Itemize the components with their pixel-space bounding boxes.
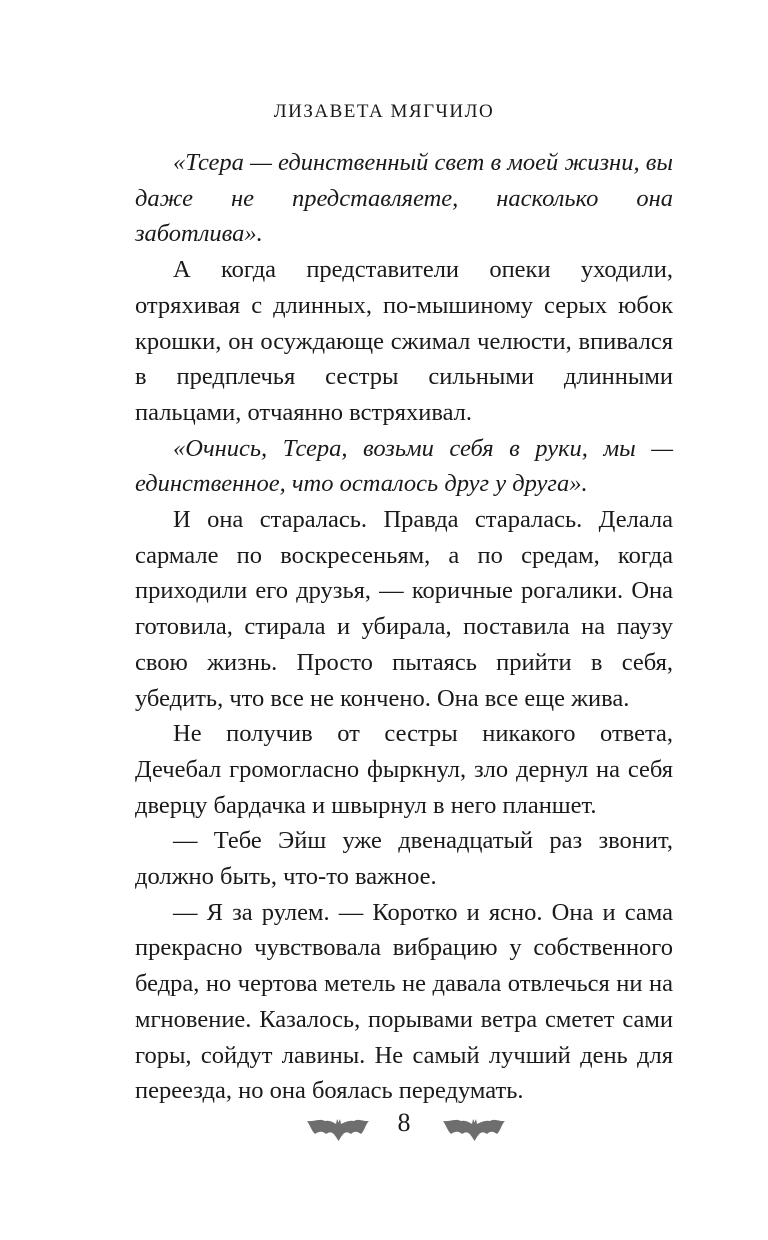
paragraph: «Очнись, Тсера, возьми себя в руки, мы — единственное, что осталось друг у друга».	[135, 434, 673, 498]
bat-icon	[306, 1112, 370, 1142]
body-text	[135, 145, 673, 1109]
paragraph: — Я за рулем. — Коротко и ясно. Она и сама прекрасно чувствовала вибрацию у собственного бедра, но чертова метель не давала отвлечься ни на мгновение. Казалось, порывами ветра сметет сами горы, сойдут лавины. Не самый лучший день для переезда, но она боялась передумать.	[135, 898, 673, 1105]
paragraph: Не получив от сестры никакого ответа, Дечебал громогласно фыркнул, зло дернул на себя дверцу бардачка и швырнул в него планшет.	[135, 720, 673, 819]
running-head: ЛИЗАВЕТА МЯГЧИЛО	[273, 101, 495, 122]
bat-icon	[442, 1112, 506, 1142]
paragraph: И она старалась. Правда старалась. Делала сармале по воскресеньям, а по средам, когда приходили его друзья, — коричные рогалики. Она готовила, стирала и убирала, поставила на паузу свою жизнь. Просто пытаясь прийти в себя, убедить, что все не кончено. Она все еще жива.	[135, 506, 673, 712]
page-number: 8	[397, 1108, 411, 1137]
paragraph: «Тсера — единственный свет в моей жизни, вы даже не представляете, насколько она заботлива».	[135, 149, 673, 248]
paragraph: А когда представители опеки уходили, отряхивая с длинных, по-мышиному серых юбок крошки, он осуждающе сжимал челюсти, впивался в предплечья сестры сильными длинными пальцами, отчаянно встряхивал.	[135, 256, 673, 426]
paragraph: — Тебе Эйш уже двенадцатый раз звонит, должно быть, что-то важное.	[135, 827, 673, 891]
page-footer	[0, 1108, 768, 1148]
